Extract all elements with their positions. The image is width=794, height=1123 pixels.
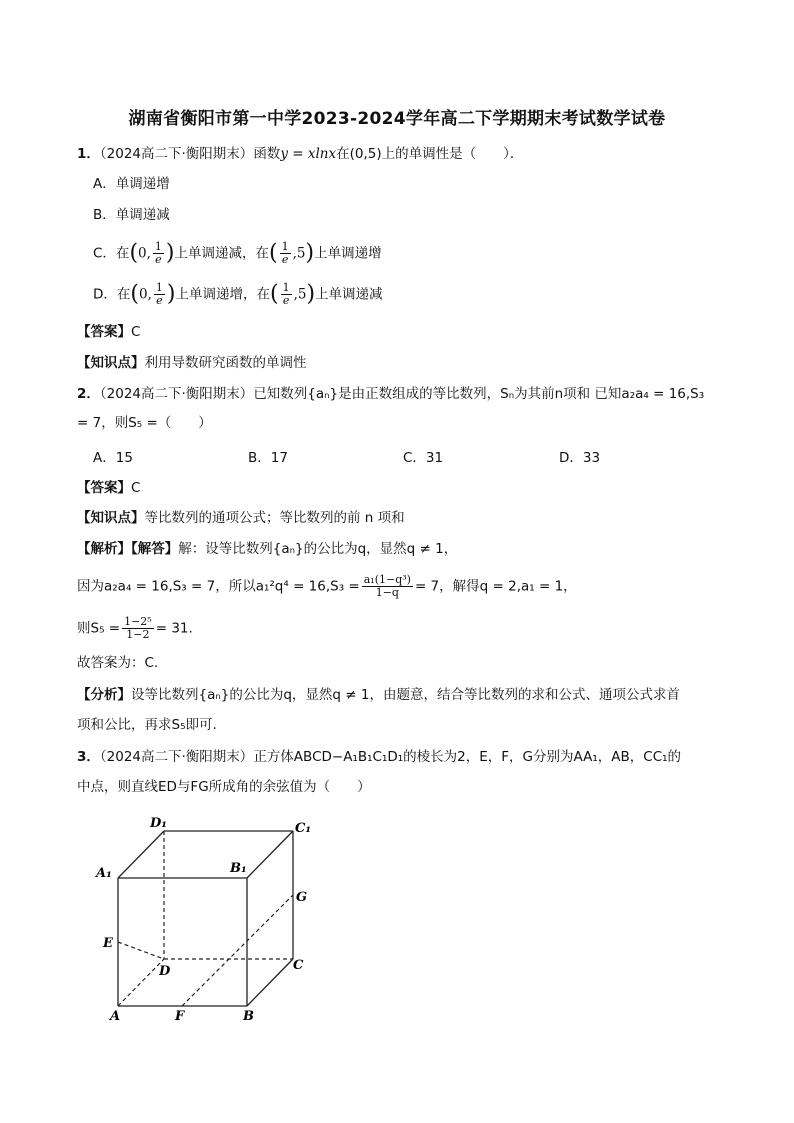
question-2-stem-cont: = 7，则S₅ =（ ） <box>77 415 212 431</box>
fraction: $\frac{\text{1−2⁵}}{1-2}$ <box>124 615 152 641</box>
label-d1: D₁ <box>150 816 167 831</box>
label-b1: B₁ <box>230 861 247 876</box>
label-d: D <box>159 964 171 979</box>
label-a1: A₁ <box>96 866 112 881</box>
cube-diagram <box>90 805 330 1030</box>
question-3-stem-cont: 中点，则直线ED与FG所成角的余弦值为（ ） <box>77 779 371 795</box>
answer-1: 【答案】C <box>77 324 141 340</box>
question-source: （2024高二下·衡阳期末） <box>99 386 254 402</box>
question-number: 2． <box>77 386 100 402</box>
option-a: A．单调递增 <box>93 176 170 192</box>
question-number: 1． <box>77 146 100 162</box>
analysis-line-1: 【解析】【解答】解：设等比数列{aₙ}的公比为q，显然q ≠ 1， <box>77 541 458 557</box>
knowledge-1: 【知识点】利用导数研究函数的单调性 <box>77 355 307 371</box>
edge-a-d <box>118 959 164 1006</box>
fenxi-line-2: 项和公比，再求S₅即可. <box>77 717 217 733</box>
label-f: F <box>175 1009 185 1024</box>
edge-b-c <box>247 959 293 1006</box>
knowledge-2: 【知识点】等比数列的通项公式；等比数列的前 n 项和 <box>77 510 405 526</box>
option-d: D．在(0, $\frac{1}{e}$ )上单调递增，在( $\frac{1}{e}$ ,5)上单调递减 <box>93 281 383 307</box>
label-b: B <box>243 1009 254 1024</box>
option-a: A．15 <box>93 450 133 466</box>
segment-e-d <box>118 942 164 959</box>
answer-2: 【答案】C <box>77 480 141 496</box>
segment-f-g <box>182 895 293 1006</box>
question-3-stem: 3．（2024高二下·衡阳期末）正方体ABCD−A₁B₁C₁D₁的棱长为2，E，F，G分别为AA₁，AB，CC₁的 <box>77 749 682 765</box>
option-b: B．单调递减 <box>93 207 170 223</box>
edge-b1-c1 <box>247 831 293 878</box>
option-d: D．33 <box>559 450 601 466</box>
fraction: $\frac{\text{a₁(1−q³)}}{1-q}$ <box>363 573 411 599</box>
option-b: B．17 <box>248 450 288 466</box>
analysis-line-3: 则S₅ = $\frac{\text{1−2⁵}}{1-2}$ = 31. <box>77 615 193 641</box>
question-source: （2024高二下·衡阳期末） <box>99 146 254 162</box>
label-c1: C₁ <box>295 821 312 836</box>
conclusion-2: 故答案为：C. <box>77 655 159 671</box>
question-2-stem: 2．（2024高二下·衡阳期末）已知数列{aₙ}是由正数组成的等比数列，Sₙ为其前n项和 已知a₂a₄ = 16,S₃ <box>77 386 705 402</box>
function-expression: y = xlnx <box>280 146 337 162</box>
question-1-stem: 1．（2024高二下·衡阳期末）函数y = xlnx在(0,5)上的单调性是（ ）． <box>77 146 524 162</box>
label-e: E <box>103 936 113 951</box>
question-source: （2024高二下·衡阳期末） <box>99 749 254 765</box>
option-c: C．在(0, $\frac{1}{e}$ )上单调递减，在( $\frac{1}{e}$ ,5)上单调递增 <box>93 240 382 266</box>
option-c: C．31 <box>403 450 444 466</box>
fenxi-line-1: 【分析】设等比数列{aₙ}的公比为q，显然q ≠ 1，由题意，结合等比数列的求和公式、通项公式求首 <box>77 687 680 703</box>
edge-a1-d1 <box>118 831 164 878</box>
page-title: 湖南省衡阳市第一中学2023-2024学年高二下学期期末考试数学试卷 <box>128 109 666 129</box>
label-c: C <box>293 958 304 973</box>
analysis-line-2: 因为a₂a₄ = 16,S₃ = 7，所以a₁²q⁴ = 16,S₃ = $\frac{\text{a₁(1−q³)}}{1-q}$ = 7，解得q = 2,a₁ = 1， <box>77 573 577 599</box>
label-a: A <box>110 1009 121 1024</box>
question-number: 3． <box>77 749 100 765</box>
label-g: G <box>296 890 308 905</box>
